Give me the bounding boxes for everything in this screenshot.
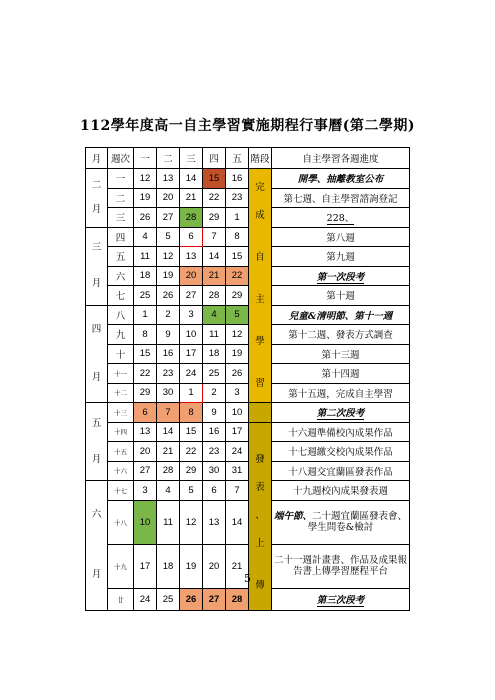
week-cell: 十三 [108,403,134,423]
day-cell: 10 [226,403,249,423]
day-cell: 28 [203,286,226,306]
day-cell: 26 [157,286,180,306]
day-cell: 17 [134,544,157,588]
month-feb: 二 月 [86,169,108,228]
progress-cell: 第一次段考 [272,266,410,286]
month-jun: 六 月 [86,481,108,611]
day-cell: 12 [134,169,157,189]
day-cell: 17 [226,422,249,442]
table-row [86,169,410,189]
progress-cell: 兒童&清明節、第十一週 [272,305,410,325]
day-cell: 14 [180,169,203,189]
day-cell: 30 [157,383,180,403]
day-cell: 13 [203,500,226,544]
progress-cell: 二十一週計畫書、作品及成果報告書上傳學習歷程平台 [272,544,410,588]
week-cell: 三 [108,208,134,228]
day-cell: 12 [226,325,249,345]
day-cell: 15 [134,344,157,364]
day-cell: 1 [226,208,249,228]
week-cell: 八 [108,305,134,325]
table-row [86,344,410,364]
progress-cell: 第九週 [272,247,410,267]
table-row [86,383,410,403]
progress-cell: 第十三週 [272,344,410,364]
day-cell: 3 [134,481,157,501]
day-cell: 28 [180,208,203,228]
day-cell: 31 [226,461,249,481]
day-cell: 4 [203,305,226,325]
progress-cell: 第十二週、發表方式調查 [272,325,410,345]
table-row [86,588,410,610]
day-cell: 29 [226,286,249,306]
table-row [86,286,410,306]
week-cell: 五 [108,247,134,267]
day-cell: 23 [157,364,180,384]
day-cell: 23 [203,442,226,462]
table-row [86,422,410,442]
day-cell: 26 [134,208,157,228]
day-cell: 8 [180,403,203,423]
progress-cell: 端午節、二十週宜蘭區發表會、學生問卷&檢討 [272,500,410,544]
table-row [86,266,410,286]
day-cell: 3 [180,305,203,325]
day-cell: 9 [157,325,180,345]
day-cell: 10 [134,500,157,544]
day-cell: 28 [157,461,180,481]
header-row [86,148,410,169]
progress-cell: 228、 [272,208,410,228]
day-cell: 21 [157,442,180,462]
progress-cell: 十八週交宜蘭區發表作品 [272,461,410,481]
progress-cell: 開學、抽離教室公布 [272,169,410,189]
day-cell: 13 [180,247,203,267]
table-row [86,442,410,462]
day-cell: 4 [134,227,157,247]
progress-cell: 第十五週，完成自主學習 [272,383,410,403]
day-cell: 7 [203,227,226,247]
week-cell: 四 [108,227,134,247]
day-cell: 27 [134,461,157,481]
progress-cell: 第十四週 [272,364,410,384]
week-cell: 九 [108,325,134,345]
day-cell: 3 [226,383,249,403]
page-number: 5 [244,572,251,585]
week-cell: 十一 [108,364,134,384]
header-thu: 四 [203,148,226,169]
header-fri: 五 [226,148,249,169]
day-cell: 22 [203,188,226,208]
header-month: 月 [86,148,108,169]
progress-cell: 第十週 [272,286,410,306]
day-cell: 16 [226,169,249,189]
day-cell: 18 [203,344,226,364]
day-cell: 19 [226,344,249,364]
day-cell: 19 [180,544,203,588]
progress-cell: 十六週準備校內成果作品 [272,422,410,442]
header-progress: 自主學習各週進度 [272,148,410,169]
day-cell: 1 [134,305,157,325]
day-cell: 25 [134,286,157,306]
header-mon: 一 [134,148,157,169]
table-row [86,325,410,345]
day-cell: 6 [180,227,203,247]
day-cell: 20 [157,188,180,208]
progress-cell: 第三次段考 [272,588,410,610]
day-cell: 15 [180,422,203,442]
day-cell: 21 [203,266,226,286]
week-cell: 十 [108,344,134,364]
day-cell: 25 [203,364,226,384]
day-cell: 10 [180,325,203,345]
week-cell: 十八 [108,500,134,544]
day-cell: 17 [180,344,203,364]
day-cell: 5 [180,481,203,501]
day-cell: 18 [157,544,180,588]
week-cell: 二 [108,188,134,208]
stage-complete: 完 成 自 主 學 習 [249,169,272,403]
day-cell: 16 [203,422,226,442]
day-cell: 11 [134,247,157,267]
day-cell: 29 [203,208,226,228]
day-cell: 2 [203,383,226,403]
day-cell: 16 [157,344,180,364]
day-cell: 7 [226,481,249,501]
day-cell: 19 [134,188,157,208]
day-cell: 22 [180,442,203,462]
day-cell: 13 [134,422,157,442]
header-wed: 三 [180,148,203,169]
progress-cell: 第七週、自主學習諮詢登記 [272,188,410,208]
table-row [86,227,410,247]
month-may: 五 月 [86,403,108,481]
week-cell: 十四 [108,422,134,442]
day-cell: 23 [226,188,249,208]
day-cell: 27 [180,286,203,306]
day-cell: 24 [226,442,249,462]
day-cell: 6 [134,403,157,423]
day-cell: 28 [226,588,249,610]
header-stage: 階段 [249,148,272,169]
day-cell: 15 [226,247,249,267]
month-apr: 四 月 [86,305,108,403]
day-cell: 8 [226,227,249,247]
day-cell: 24 [180,364,203,384]
table-row [86,188,410,208]
week-cell: 十五 [108,442,134,462]
day-cell: 26 [180,588,203,610]
month-mar: 三 月 [86,227,108,305]
day-cell: 5 [157,227,180,247]
table-row [86,305,410,325]
week-cell: 七 [108,286,134,306]
day-cell: 25 [157,588,180,610]
table-row [86,247,410,267]
day-cell: 12 [157,247,180,267]
day-cell: 20 [180,266,203,286]
calendar-table [85,147,410,611]
week-cell: 六 [108,266,134,286]
progress-cell: 十七週繳交校內成果作品 [272,442,410,462]
table-row [86,481,410,501]
table-row [86,403,410,423]
day-cell: 9 [203,403,226,423]
day-cell: 2 [157,305,180,325]
table-row [86,500,410,544]
table-row [86,208,410,228]
day-cell: 14 [203,247,226,267]
stage-blank [249,403,272,423]
day-cell: 6 [203,481,226,501]
day-cell: 4 [157,481,180,501]
day-cell: 7 [157,403,180,423]
day-cell: 20 [134,442,157,462]
week-cell: 廿 [108,588,134,610]
table-row [86,364,410,384]
day-cell: 21 [226,544,249,588]
table-row [86,461,410,481]
day-cell: 22 [226,266,249,286]
day-cell: 21 [180,188,203,208]
day-cell: 22 [134,364,157,384]
day-cell: 29 [180,461,203,481]
day-cell: 11 [157,500,180,544]
day-cell: 19 [157,266,180,286]
day-cell: 24 [134,588,157,610]
day-cell: 11 [203,325,226,345]
progress-cell: 第八週 [272,227,410,247]
day-cell: 1 [180,383,203,403]
page-title: 112學年度高一自主學習實施期程行事曆(第二學期) [80,118,415,134]
week-cell: 一 [108,169,134,189]
day-cell: 5 [226,305,249,325]
day-cell: 27 [157,208,180,228]
day-cell: 14 [226,500,249,544]
header-week: 週次 [108,148,134,169]
header-tue: 二 [157,148,180,169]
day-cell: 30 [203,461,226,481]
progress-cell: 第二次段考 [272,403,410,423]
day-cell: 12 [180,500,203,544]
progress-cell: 十九週校內成果發表週 [272,481,410,501]
week-cell: 十七 [108,481,134,501]
stage-share: 發 表 、 上 傳 [249,422,272,610]
week-cell: 十九 [108,544,134,588]
week-cell: 十二 [108,383,134,403]
day-cell: 18 [134,266,157,286]
day-cell: 27 [203,588,226,610]
day-cell: 14 [157,422,180,442]
day-cell: 29 [134,383,157,403]
day-cell: 15 [203,169,226,189]
day-cell: 13 [157,169,180,189]
day-cell: 8 [134,325,157,345]
week-cell: 十六 [108,461,134,481]
day-cell: 20 [203,544,226,588]
day-cell: 26 [226,364,249,384]
